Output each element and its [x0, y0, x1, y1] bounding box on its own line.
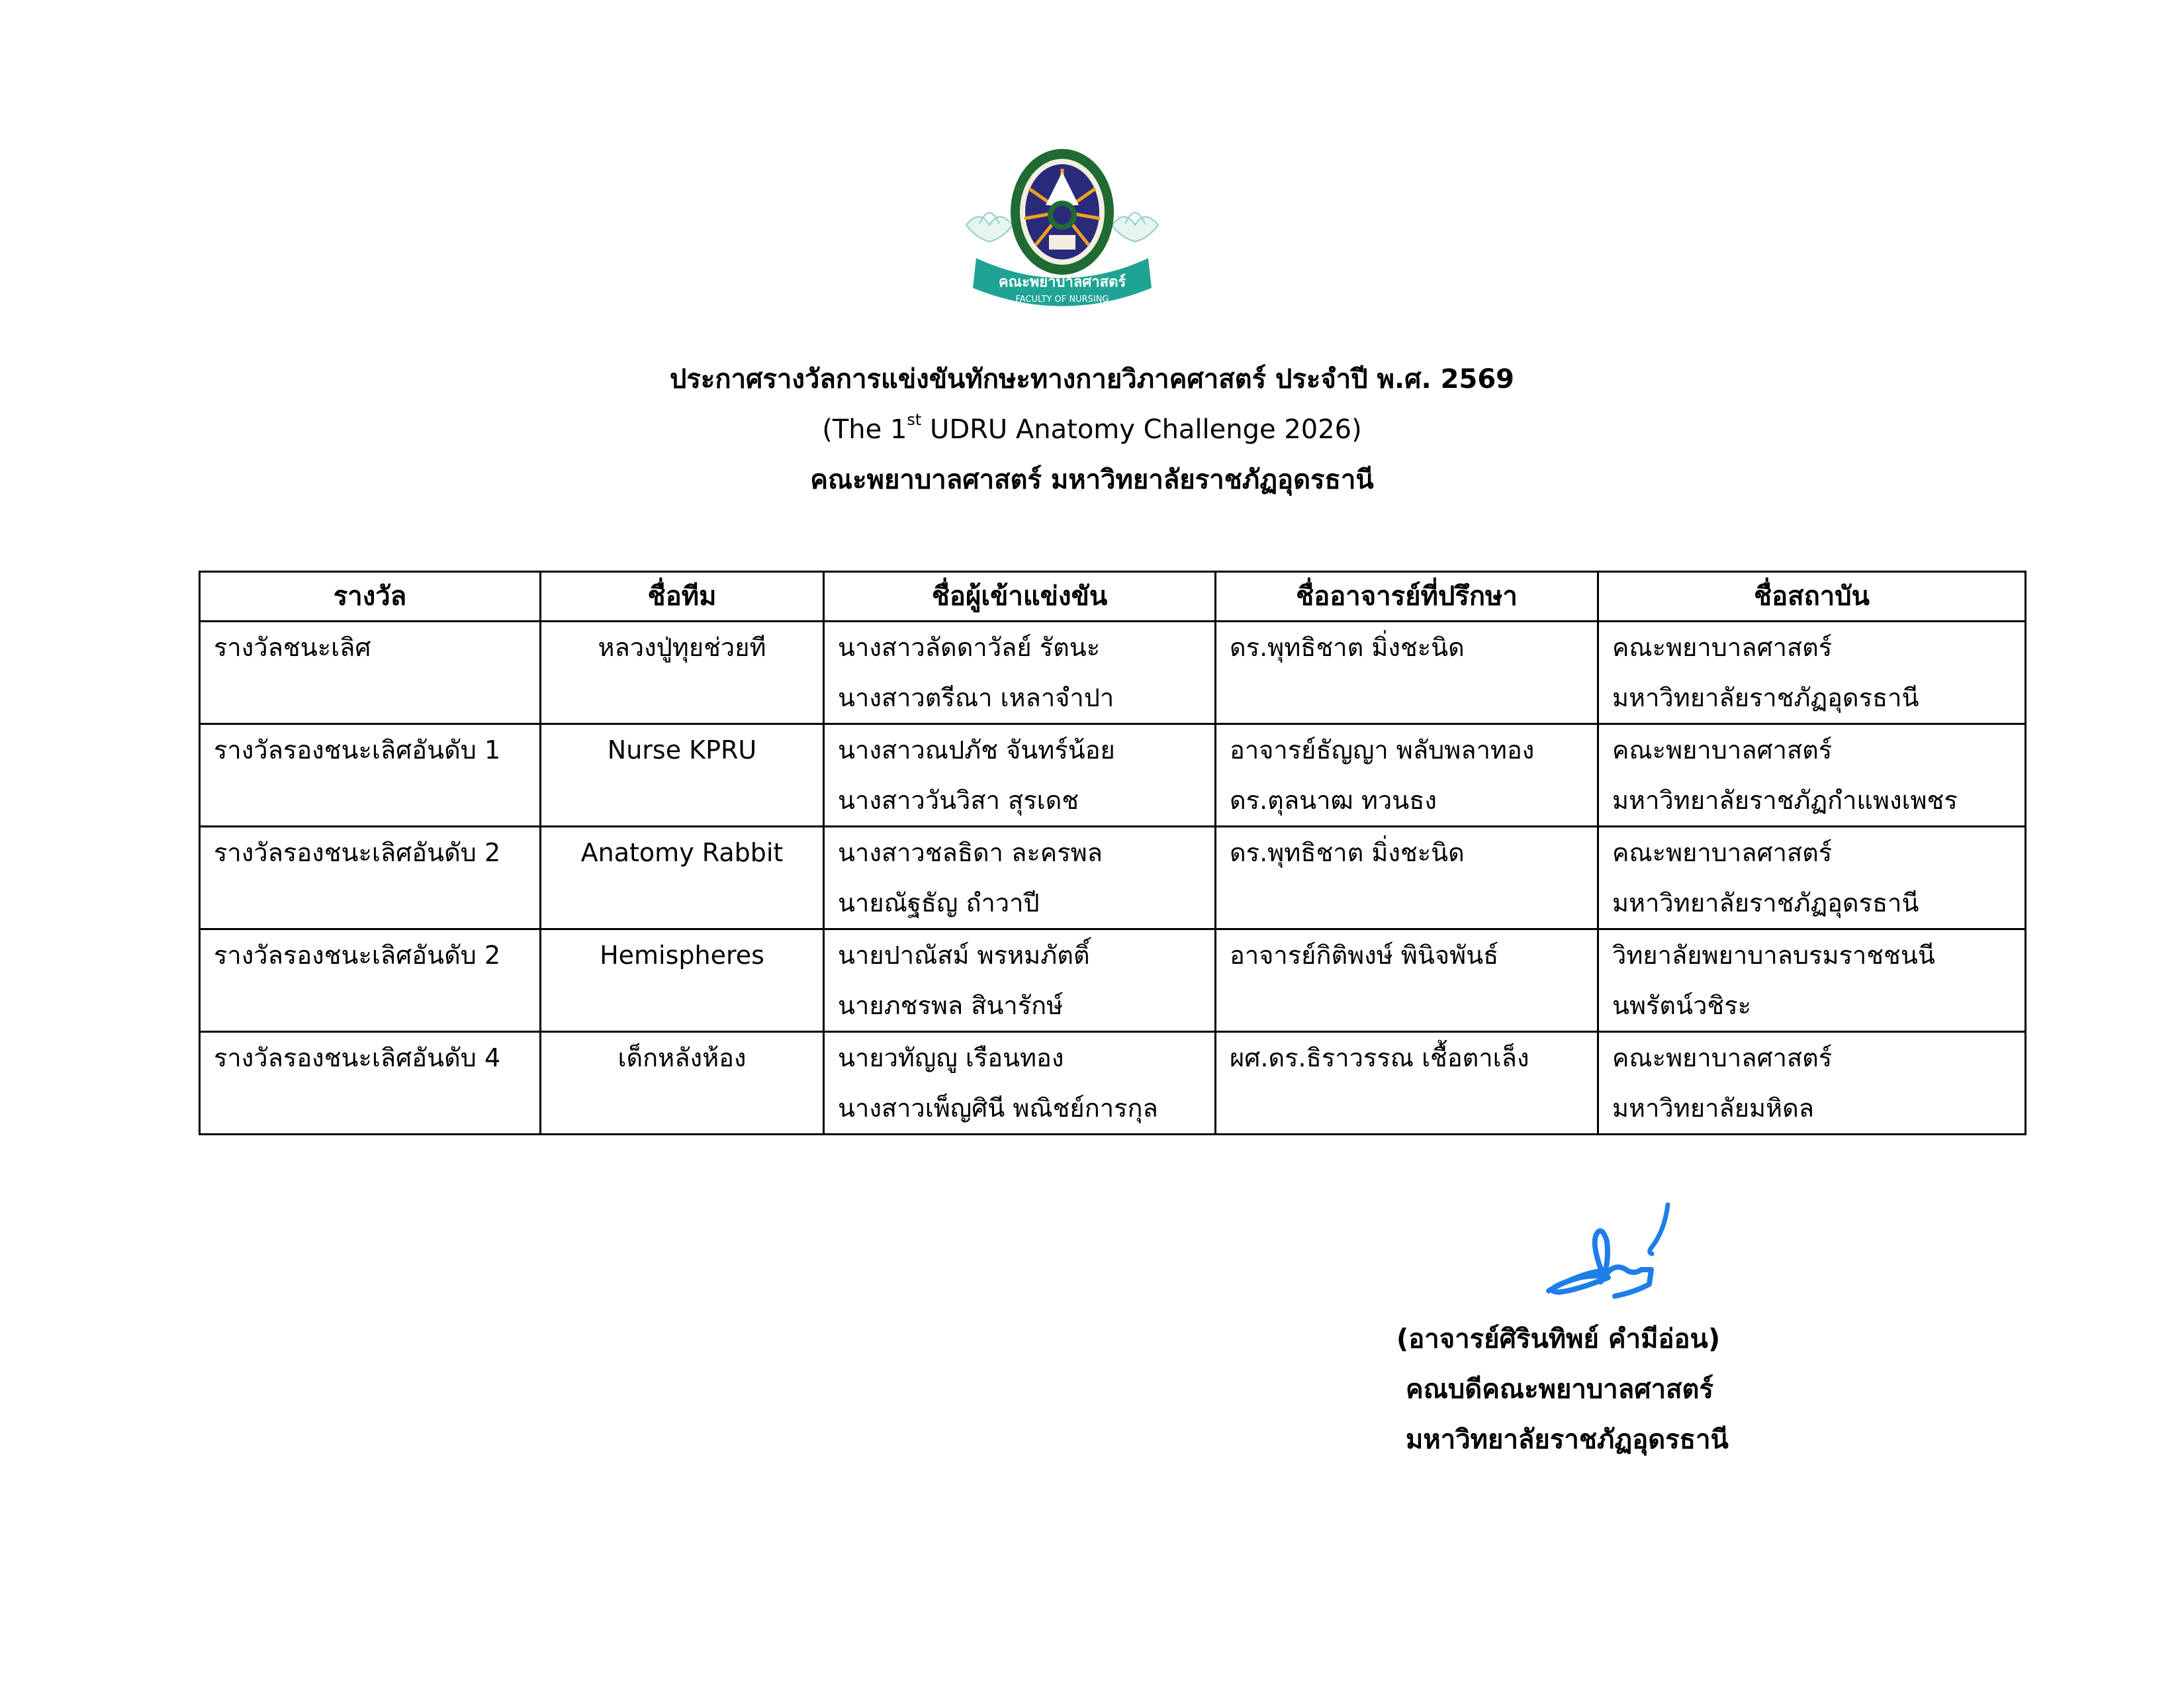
event-title-ordinal: st [907, 410, 922, 429]
logo-faculty-en: FACULTY OF NURSING [1015, 295, 1109, 305]
participant-name: นายณัฐธัญ ถำวาปี [838, 888, 1040, 917]
participants-cell [824, 724, 1216, 827]
team-cell: เด็กหลังห้อง [541, 1032, 824, 1135]
signer-university: มหาวิทยาลัยราชภัฏอุดรธานี [1406, 1425, 1729, 1455]
participants-cell [824, 827, 1216, 929]
signer-block [1396, 1314, 1794, 1465]
participant-name: นายปาณัสม์ พรหมภัตติ์ [838, 941, 1090, 970]
institution-cell [1598, 929, 2026, 1032]
handwritten-signature [1535, 1192, 1707, 1311]
award-cell: รางวัลรองชนะเลิศอันดับ 4 [200, 1032, 541, 1135]
institution-cell [1598, 724, 2026, 827]
column-header-award: รางวัล [200, 572, 541, 622]
team-cell: หลวงปู่ทุยช่วยที [541, 622, 824, 724]
table-row [200, 929, 2026, 1032]
table-row [200, 827, 2026, 929]
institution-cell [1598, 1032, 2026, 1135]
institution-cell [1598, 622, 2026, 724]
column-header-participants: ชื่อผู้เข้าแข่งขัน [824, 572, 1216, 622]
team-cell: Nurse KPRU [541, 724, 824, 827]
award-cell: รางวัลรองชนะเลิศอันดับ 2 [200, 929, 541, 1032]
advisor-name: ผศ.ดร.ธิราวรรณ เชื้อตาเล็ง [1230, 1043, 1529, 1072]
award-cell: รางวัลรองชนะเลิศอันดับ 2 [200, 827, 541, 929]
column-header-team: ชื่อทีม [541, 572, 824, 622]
institution-line: นพรัตน์วชิระ [1612, 991, 1752, 1020]
signer-name: (อาจารย์ศิรินทิพย์ คำมีอ่อน) [1396, 1324, 1721, 1354]
institution-line: คณะพยาบาลศาสตร์ [1612, 633, 1833, 662]
announcement-header [0, 354, 2184, 505]
table-row [200, 724, 2026, 827]
faculty-logo [953, 146, 1171, 318]
table-row [200, 622, 2026, 724]
institution-line: มหาวิทยาลัยราชภัฏกำแพงเพชร [1612, 786, 1958, 815]
advisor-cell [1216, 724, 1598, 827]
institution-cell [1598, 827, 2026, 929]
advisor-cell [1216, 622, 1598, 724]
university-seal-icon [1011, 149, 1114, 275]
participant-name: นายวทัญญู เรือนทอง [838, 1043, 1064, 1072]
participant-name: นางสาวลัดดาวัลย์ รัตนะ [838, 633, 1101, 662]
participants-cell [824, 622, 1216, 724]
event-title [0, 404, 2184, 455]
institution-line: คณะพยาบาลศาสตร์ [1612, 1043, 1833, 1072]
participant-name: นางสาวณปภัช จันทร์น้อย [838, 735, 1115, 765]
team-cell: Anatomy Rabbit [541, 827, 824, 929]
advisor-name: ดร.ตุลนาฒ ทวนธง [1230, 786, 1437, 815]
event-title-prefix: (The 1 [822, 414, 907, 445]
event-title-suffix: UDRU Anatomy Challenge 2026) [921, 414, 1362, 445]
advisor-cell [1216, 1032, 1598, 1135]
lotus-right-icon [1112, 213, 1158, 242]
advisor-name: ดร.พุทธิชาต มิ่งชะนิด [1230, 838, 1465, 867]
advisor-name: อาจารย์ธัญญา พลับพลาทอง [1230, 735, 1535, 765]
advisor-name: ดร.พุทธิชาต มิ่งชะนิด [1230, 633, 1465, 662]
signer-position: คณบดีคณะพยาบาลศาสตร์ [1406, 1374, 1713, 1405]
column-header-advisor: ชื่ออาจารย์ที่ปรึกษา [1216, 572, 1598, 622]
awards-table [199, 571, 2026, 1135]
column-header-institution: ชื่อสถาบัน [1598, 572, 2026, 622]
advisor-cell [1216, 929, 1598, 1032]
institution-line: คณะพยาบาลศาสตร์ [1612, 735, 1833, 765]
participant-name: นางสาวชลธิดา ละครพล [838, 838, 1103, 867]
table-row [200, 1032, 2026, 1135]
participants-cell [824, 929, 1216, 1032]
institution-line: มหาวิทยาลัยราชภัฏอุดรธานี [1612, 683, 1919, 712]
institution-line: คณะพยาบาลศาสตร์ [1612, 838, 1833, 867]
participant-name: นางสาวตรีณา เหลาจำปา [838, 683, 1115, 712]
announcement-title: ประกาศรางวัลการแข่งขันทักษะทางกายวิภาคศาสตร์ ประจำปี พ.ศ. 2569 [670, 364, 1514, 395]
logo-faculty-th: คณะพยาบาลศาสตร์ [998, 274, 1126, 291]
participant-name: นายภชรพล สินารักษ์ [838, 991, 1064, 1020]
award-cell: รางวัลรองชนะเลิศอันดับ 1 [200, 724, 541, 827]
participant-name: นางสาววันวิสา สุรเดช [838, 786, 1079, 815]
organizer-title: คณะพยาบาลศาสตร์ มหาวิทยาลัยราชภัฏอุดรธานี [810, 465, 1374, 495]
institution-line: วิทยาลัยพยาบาลบรมราชชนนี [1612, 941, 1935, 970]
award-cell: รางวัลชนะเลิศ [200, 622, 541, 724]
lotus-left-icon [966, 213, 1013, 242]
team-cell: Hemispheres [541, 929, 824, 1032]
advisor-cell [1216, 827, 1598, 929]
participants-cell [824, 1032, 1216, 1135]
advisor-name: อาจารย์กิติพงษ์ พินิจพันธ์ [1230, 941, 1499, 970]
participant-name: นางสาวเพ็ญศินี พณิชย์การกุล [838, 1094, 1158, 1123]
institution-line: มหาวิทยาลัยมหิดล [1612, 1094, 1815, 1123]
institution-line: มหาวิทยาลัยราชภัฏอุดรธานี [1612, 888, 1919, 917]
table-header-row [200, 572, 2026, 622]
